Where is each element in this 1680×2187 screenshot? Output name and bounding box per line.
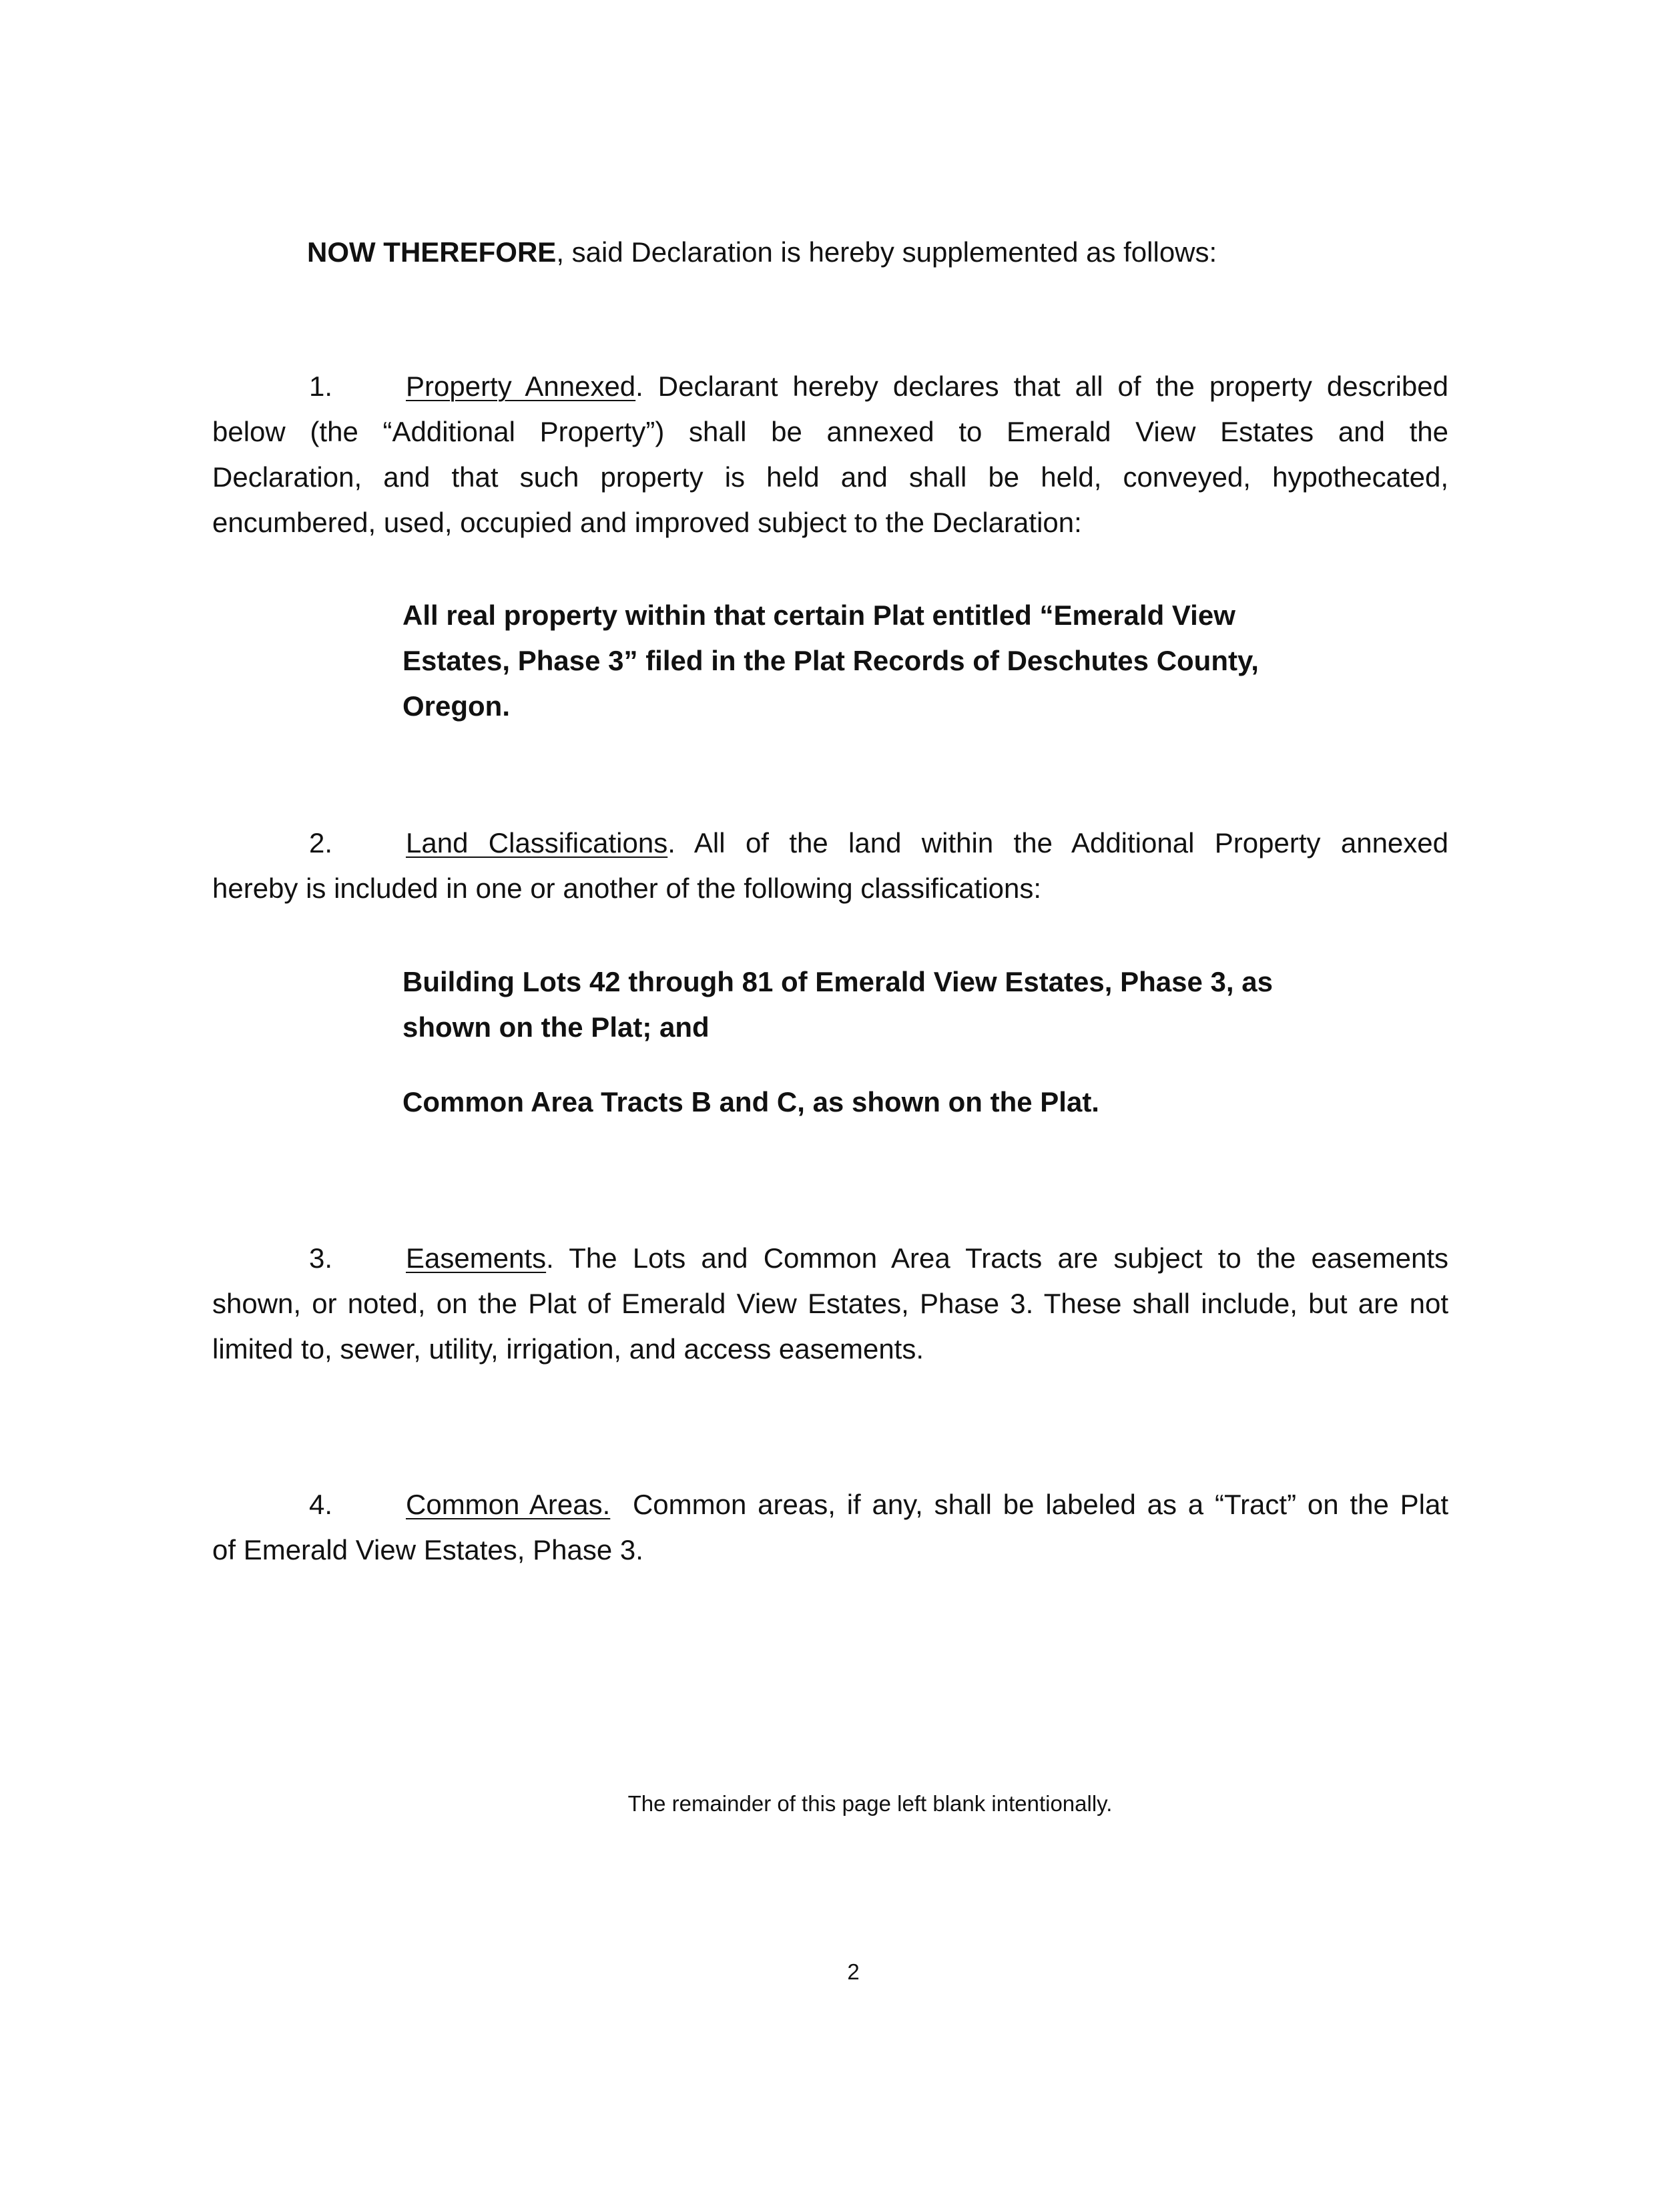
section-3-line-2: shown, or noted, on the Plat of Emerald View Estates, Phase 3. These shall include, but are not: [212, 1288, 1448, 1319]
intro-paragraph: [307, 230, 1217, 275]
section-1-line-2: below (the “Additional Property”) shall be annexed to Emerald View Estates and the: [212, 416, 1448, 447]
section-2-line-1: [212, 820, 1448, 866]
property-description-line-2: Estates, Phase 3” filed in the Plat Records of Deschutes County,: [402, 645, 1259, 676]
section-3-heading: Easements: [406, 1242, 547, 1274]
section-4-heading: Common Areas.: [406, 1489, 611, 1520]
section-3-line-1: [212, 1236, 1448, 1281]
section-1-heading: Property Annexed: [406, 371, 636, 402]
section-3-paragraph: [212, 1236, 1448, 1372]
common-area-tracts-line: Common Area Tracts B and C, as shown on the Plat.: [402, 1086, 1099, 1118]
section-2-paragraph: [212, 820, 1448, 911]
section-3-line-3: limited to, sewer, utility, irrigation, and access easements.: [212, 1333, 924, 1365]
property-description-line-1: All real property within that certain Plat entitled “Emerald View: [402, 599, 1235, 631]
section-2-line-1-text: . All of the land within the Additional Property annexed: [667, 827, 1448, 859]
section-1-property-description: [402, 593, 1259, 729]
section-2-common-area-tracts: [402, 1079, 1099, 1125]
section-1-line-1: [212, 364, 1448, 409]
section-2-number: 2.: [309, 827, 333, 859]
page-number: 2: [847, 1959, 860, 1984]
blank-page-note: The remainder of this page left blank intentionally.: [627, 1791, 1113, 1816]
section-4-paragraph: [212, 1482, 1448, 1573]
property-description-line-3: Oregon.: [402, 690, 511, 722]
building-lots-line-2: shown on the Plat; and: [402, 1011, 710, 1043]
section-4-number: 4.: [309, 1489, 333, 1520]
section-4-line-1: [212, 1482, 1448, 1527]
section-2-building-lots: [402, 959, 1273, 1050]
section-1-line-3: Declaration, and that such property is held and shall be held, conveyed, hypothecated,: [212, 461, 1448, 493]
section-2-line-2: hereby is included in one or another of the following classifications:: [212, 873, 1042, 904]
intro-text: , said Declaration is hereby supplemented as follows:: [556, 236, 1217, 268]
section-1-paragraph: [212, 364, 1448, 545]
section-3-line-1-text: . The Lots and Common Area Tracts are subject to the easements: [546, 1242, 1448, 1274]
section-2-heading: Land Classifications: [406, 827, 668, 859]
section-4-line-2: of Emerald View Estates, Phase 3.: [212, 1534, 643, 1565]
building-lots-line-1: Building Lots 42 through 81 of Emerald View Estates, Phase 3, as: [402, 966, 1273, 997]
intro-bold: NOW THEREFORE: [307, 236, 557, 268]
section-1-line-1-text: . Declarant hereby declares that all of the property described: [635, 371, 1448, 402]
section-1-line-4: encumbered, used, occupied and improved subject to the Declaration:: [212, 507, 1082, 538]
section-1-number: 1.: [309, 371, 333, 402]
section-3-number: 3.: [309, 1242, 333, 1274]
section-4-line-1-text: Common areas, if any, shall be labeled as a “Tract” on the Plat: [632, 1489, 1449, 1520]
